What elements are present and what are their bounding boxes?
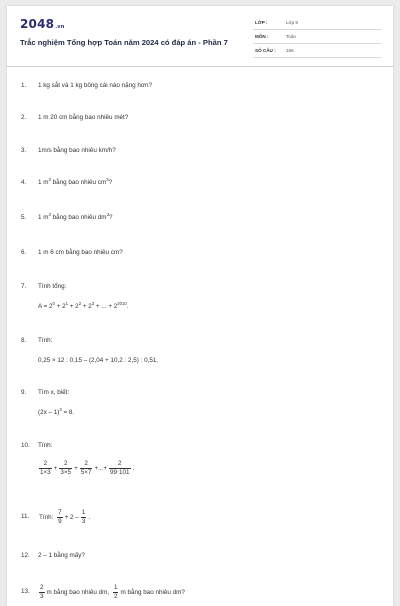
question-number: 7. (21, 283, 27, 290)
document-header (7, 6, 393, 67)
question-number: 2. (21, 114, 27, 121)
operator: + (53, 465, 58, 472)
exponent: 3 (106, 212, 109, 217)
denominator: 5×7 (80, 469, 92, 476)
numerator: 7 (58, 509, 62, 516)
exponent: 3 (91, 301, 95, 306)
document-page (7, 6, 393, 606)
meta-value-count: 166 (286, 48, 294, 53)
page-title: Trắc nghiệm Tổng hợp Toán năm 2024 có đáp án - Phần 7 (20, 38, 228, 47)
formula-expression: 0,25 × 12 : 0,15 – (2,04 + 10,2 : 2,5) : 0,51. (38, 357, 159, 364)
meta-label-subject: MÔN : (255, 34, 269, 39)
text-part: 1 m (38, 214, 49, 221)
question-number: 11. (21, 513, 30, 520)
fraction (39, 584, 45, 601)
formula-part: + 2 (81, 303, 92, 310)
numerator: 2 (40, 584, 44, 591)
logo-suffix: .vn (55, 24, 65, 30)
exponent: 3 (48, 212, 51, 217)
question-number: 13. (21, 588, 30, 595)
text-part: Tính: (39, 514, 56, 521)
text-part: m bằng bao nhiêu dm? (120, 589, 185, 596)
question-text: Tính: (38, 442, 53, 449)
denominator: 1×3 (40, 469, 51, 476)
question-text: 1 m 6 cm bằng bao nhiêu cm? (38, 249, 123, 256)
denominator: 2 (113, 593, 118, 600)
question-text: 1 kg sắt và 1 kg bông cái nào nặng hơn? (38, 82, 153, 89)
question-number: 8. (21, 337, 27, 344)
question-text (38, 509, 91, 526)
exponent: 1 (65, 301, 68, 306)
exponent: 0 (52, 301, 55, 306)
meta-row-count (253, 44, 381, 58)
formula-part: + 2 (68, 303, 79, 310)
fraction (59, 460, 72, 477)
fraction (80, 460, 93, 477)
fraction (109, 460, 131, 477)
exponent: 2010 (117, 301, 127, 306)
text-part: ? (108, 179, 113, 186)
question-number: 6. (21, 249, 27, 256)
denominator: 9 (58, 518, 62, 525)
numerator: 2 (80, 460, 93, 469)
operator: . (88, 514, 91, 521)
text-part: bằng bao nhiêu dm (50, 214, 107, 221)
question-number: 5. (21, 214, 27, 221)
exponent: 3 (48, 177, 51, 182)
meta-label-count: SỐ CÂU : (255, 48, 276, 53)
logo-text: 2048 (20, 17, 55, 31)
numerator: 1 (113, 584, 118, 591)
text-part: ? (108, 214, 113, 221)
meta-label-grade: LỚP : (255, 20, 268, 25)
text-part: 1 m (38, 179, 49, 186)
fraction (113, 584, 119, 601)
question-text: 1 m 20 cm bằng bao nhiêu mét? (38, 114, 129, 121)
denominator: 3 (81, 518, 86, 525)
operator: . (132, 465, 135, 472)
question-number: 10. (21, 442, 30, 449)
fraction (81, 509, 87, 526)
operator: +...+ (94, 465, 108, 472)
question-text: Tìm x, biết: (38, 389, 70, 396)
question-text: Tính tổng: (38, 283, 67, 290)
numerator: 1 (81, 509, 86, 516)
question-text (38, 179, 112, 186)
meta-value-subject: Toán (286, 34, 296, 39)
exponent: 2 (78, 301, 82, 306)
numerator: 2 (39, 460, 52, 469)
text-part: m bằng bao nhiêu dm, (46, 589, 111, 596)
formula-fraction-sum (38, 460, 135, 477)
fraction (57, 509, 63, 526)
denominator: 3 (40, 593, 44, 600)
question-text (38, 214, 112, 221)
formula-part: A = 2 (38, 303, 53, 310)
meta-row-subject (253, 30, 381, 44)
fraction (39, 460, 52, 477)
question-text: Tính: (38, 337, 53, 344)
question-text: 2 – 1 bằng mấy? (38, 552, 85, 559)
operator: + 2 – (64, 514, 79, 521)
question-text (38, 584, 186, 601)
meta-table (253, 16, 381, 58)
question-text: 1m/s bằng bao nhiêu km/h? (38, 147, 116, 154)
formula-part: + 2 (54, 303, 66, 310)
question-number: 12. (21, 552, 30, 559)
formula-part: . (126, 303, 129, 310)
formula-part: + ... + 2 (94, 303, 118, 310)
question-number: 3. (21, 147, 27, 154)
site-logo[interactable] (20, 17, 65, 31)
numerator: 2 (59, 460, 72, 469)
question-number: 1. (21, 82, 27, 89)
formula-sum (38, 303, 129, 310)
formula-part: (2x – 1) (38, 409, 60, 416)
formula-equation (38, 409, 74, 416)
meta-row-grade (253, 16, 381, 30)
question-number: 4. (21, 179, 27, 186)
meta-value-grade: Lớp 9 (286, 20, 298, 25)
formula-part: = 8. (61, 409, 75, 416)
denominator: 99⋅101 (110, 469, 130, 476)
exponent: 3 (59, 407, 62, 412)
denominator: 3×5 (60, 469, 72, 476)
operator: + (74, 465, 78, 472)
text-part: bằng bao nhiêu cm (50, 179, 107, 186)
question-number: 9. (21, 389, 27, 396)
exponent: 3 (106, 177, 109, 182)
numerator: 2 (109, 460, 131, 469)
